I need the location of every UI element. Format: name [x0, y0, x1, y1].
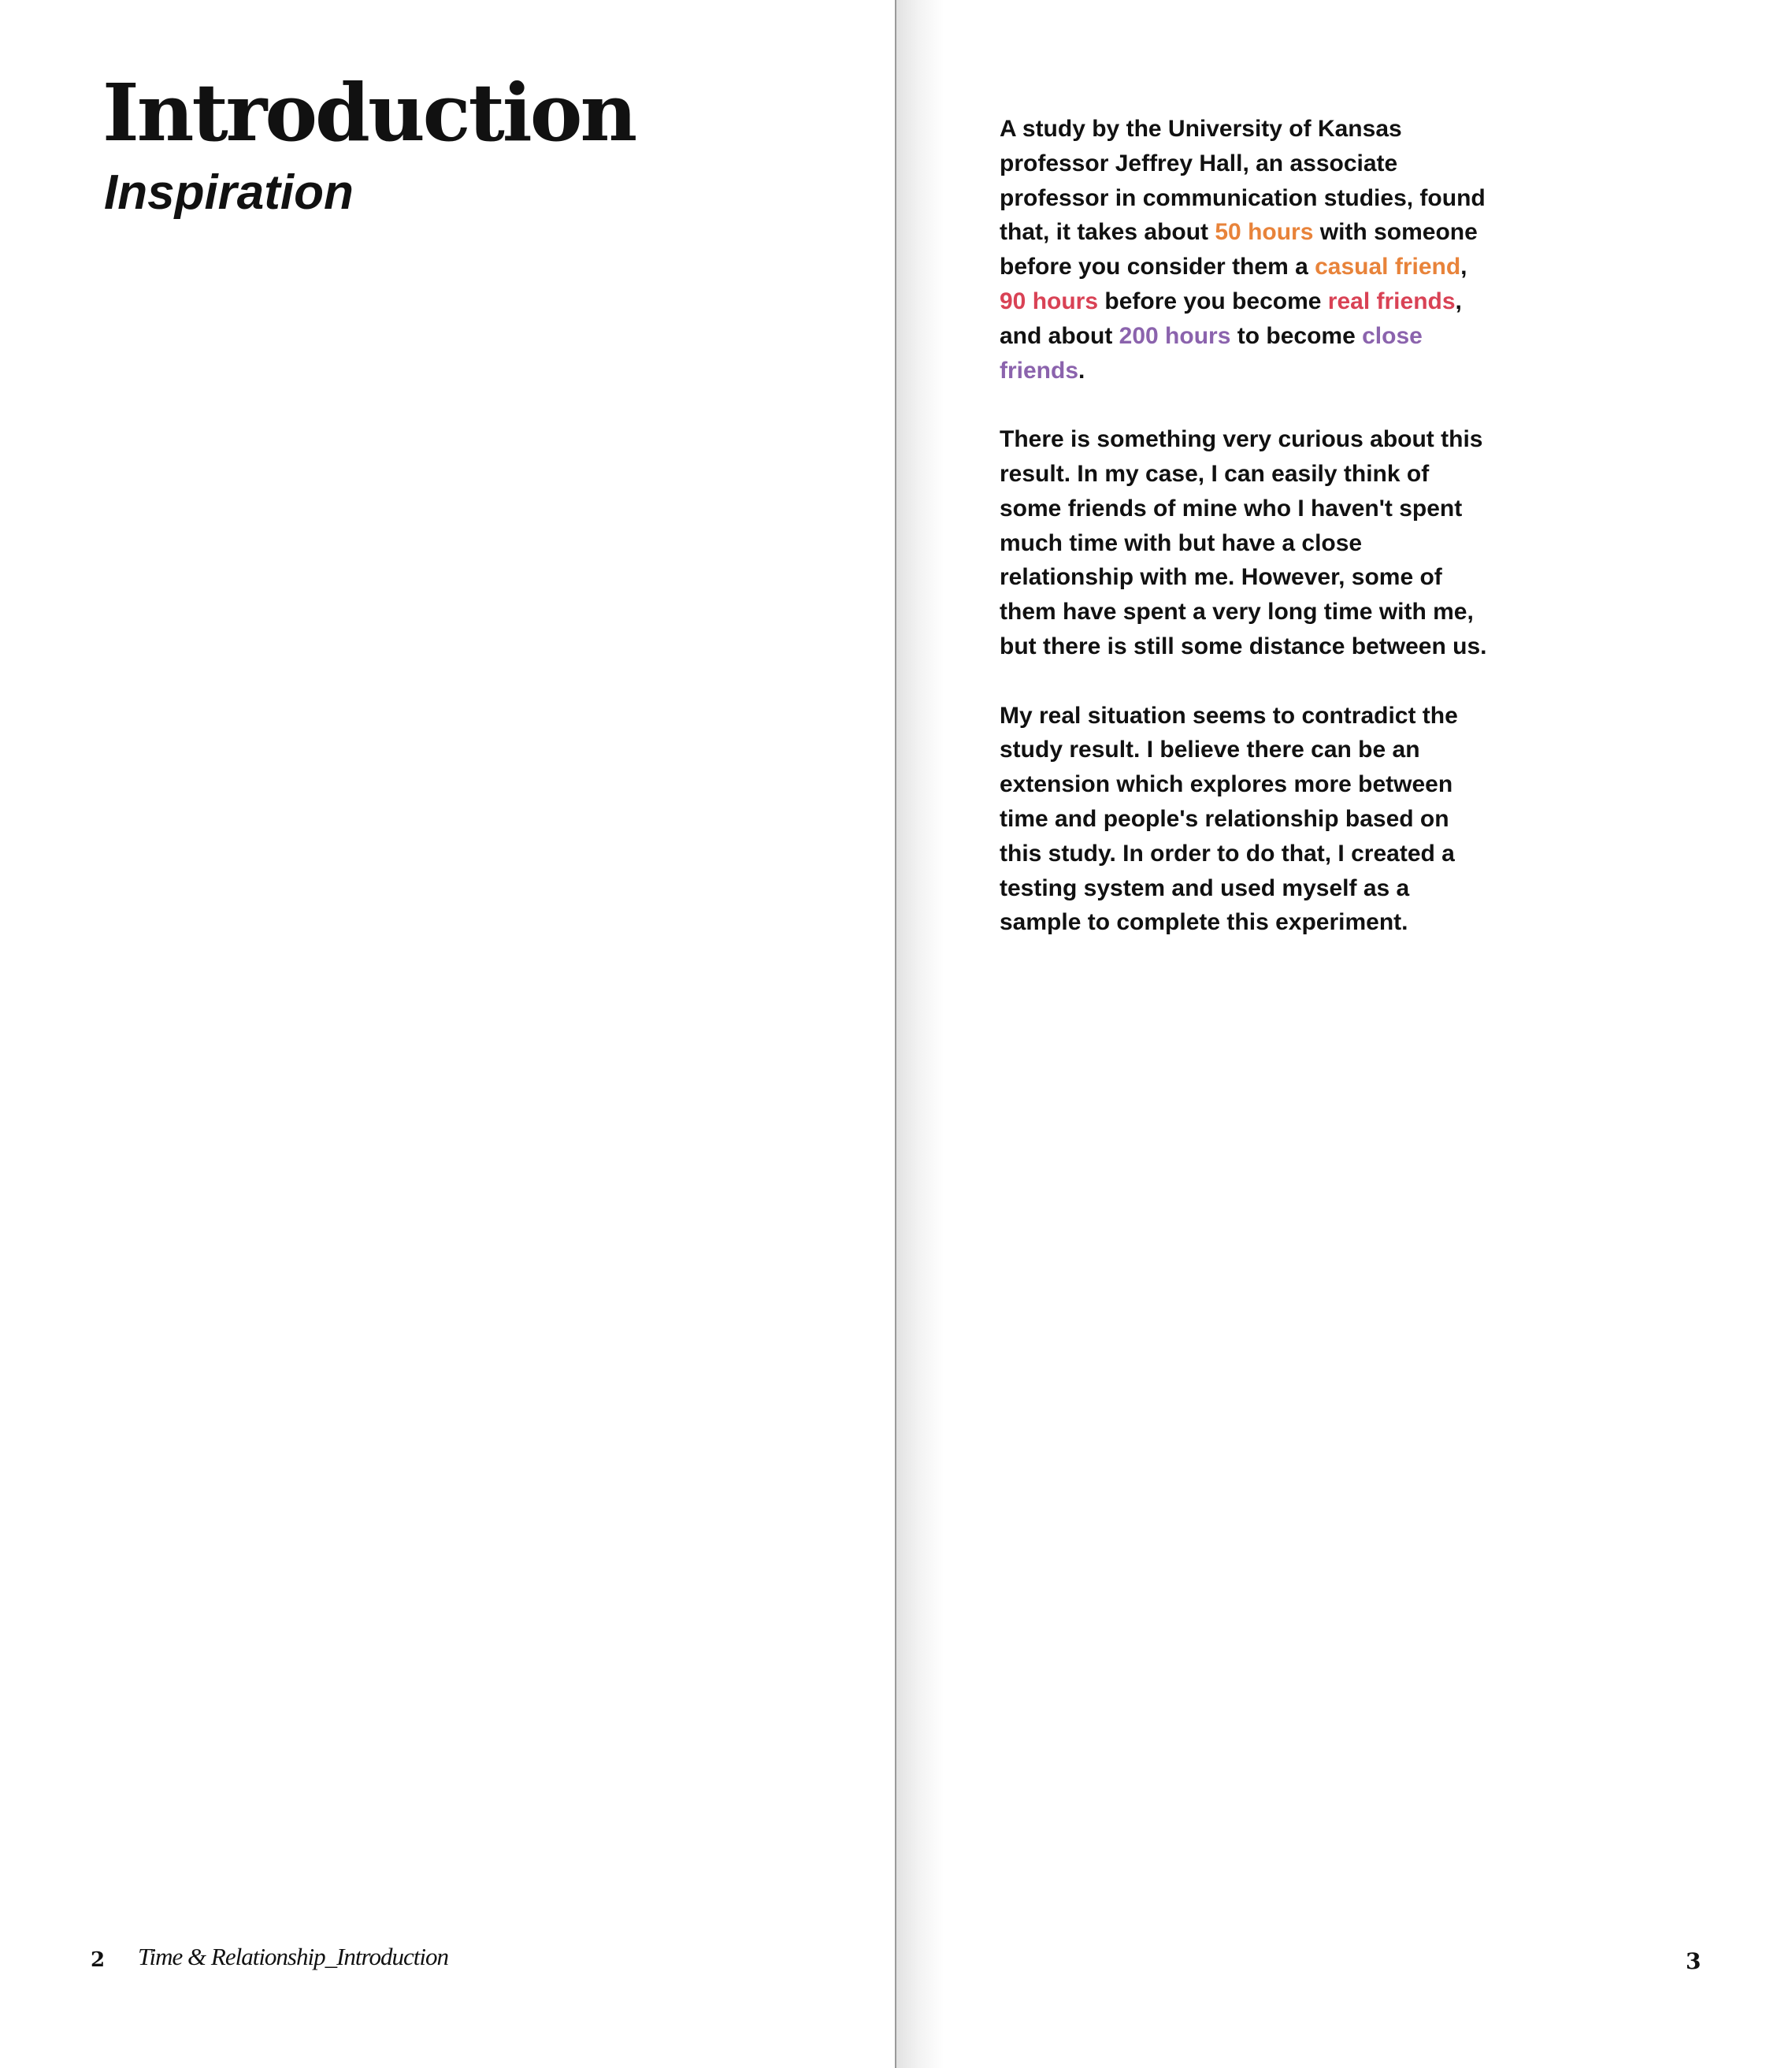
paragraph-1-text: ,	[1460, 254, 1467, 280]
highlight-50-hours: 50 hours	[1215, 219, 1314, 246]
highlight-close-friends: close friends	[1000, 322, 1423, 384]
highlight-90-hours: 90 hours	[1000, 288, 1099, 314]
paragraph-1	[1000, 112, 1488, 388]
paragraph-1-text: before you become	[1098, 288, 1328, 314]
highlight-200-hours: 200 hours	[1119, 322, 1231, 349]
page-subtitle: Inspiration	[104, 165, 354, 220]
paragraph-1-text: , and about	[1000, 288, 1462, 349]
paragraph-1-text: .	[1078, 357, 1085, 384]
page-title: Introduction	[102, 66, 636, 159]
running-title: Time & Relationship_Introduction	[138, 1943, 448, 1970]
paragraph-1-text: A study by the University of Kansas professor Jeffrey Hall, an associate professor in communication studies, found that, it takes about	[1000, 116, 1486, 246]
page-number-left: 2	[91, 1948, 106, 1972]
paragraph-2: There is something very curious about this result. In my case, I can easily think of some friends of mine who I haven't spent much time with but have a close relationship with me. However, some of them have spent a very long time with me, but there is still some distance between us.	[1000, 426, 1487, 659]
highlight-real-friends: real friends	[1327, 288, 1456, 314]
highlight-casual-friend: casual friend	[1315, 254, 1461, 280]
page-number-right: 3	[1686, 1948, 1701, 1974]
body-text	[1000, 112, 1488, 975]
paragraph-1-text: to become	[1230, 322, 1363, 349]
paragraph-3: My real situation seems to contradict the study result. I believe there can be an extension which explores more between time and people's relationship based on this study. In order to do that, I created a testing system and used myself as a sample to complete this experiment.	[1000, 702, 1458, 936]
paragraph-1-text: with someone before you consider them a	[1000, 219, 1478, 280]
